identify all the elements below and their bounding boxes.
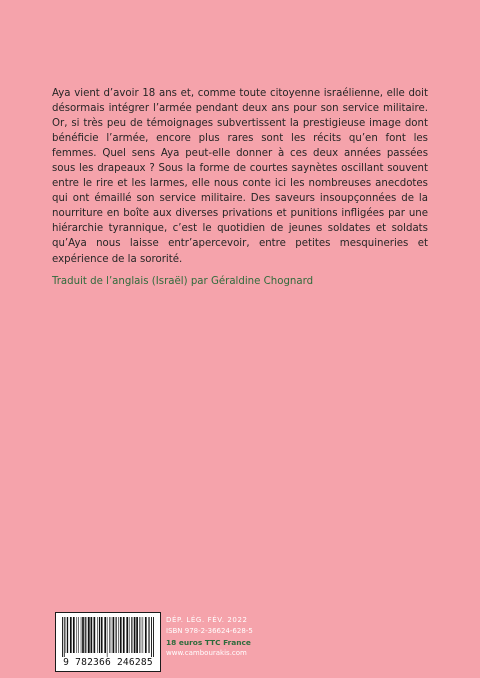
barcode-bar [94,617,96,653]
barcode-bar [104,617,106,653]
price-label: 18 euros TTC France [166,638,251,647]
barcode-bar [109,617,110,653]
barcode-bar [64,617,65,657]
barcode-bar [143,617,144,653]
barcode-bars [62,617,154,657]
barcode-bar [70,617,72,653]
barcode-bar [66,617,67,653]
barcode-bar [85,617,86,653]
barcode-bar [101,617,103,653]
barcode-bar [134,617,136,653]
barcode-bar [116,617,117,653]
barcode-bar [136,617,138,653]
isbn-number: ISBN 978-2-36624-628-5 [166,627,253,635]
barcode-bar [88,617,90,653]
barcode-bar [82,617,84,653]
barcode-bar [141,617,142,653]
barcode-bar [73,617,75,653]
barcode-bar [111,617,112,653]
barcode-bar [126,617,128,653]
isbn-barcode [55,612,161,672]
legal-deposit: DÉP. LÉG. FÉV. 2022 [166,616,248,624]
barcode-bar [76,617,77,653]
barcode-bar [113,617,115,653]
barcode-bar [148,617,149,653]
back-cover-blurb: Aya vient d’avoir 18 ans et, comme toute citoyenne israélienne, elle doit désormais intégrer l’armée pendant deux ans pour son service militaire. Or, si très peu de témoignages subvertissent la prestigieuse image dont bénéficie l’armée, encore plus rares sont les récits qu’en font les femmes. Quel sens Aya peut-elle donner à ces deux années passées sous les drapeaux ? Sous la forme de courtes saynètes oscillant souvent entre le rire et les larmes, elle nous conte ici les nombreuses anecdotes qui ont émaillé son service militaire. Des saveurs insoupçonnées de la nourriture en boîte aux diverses privations et punitions infligées par une hiérarchie tyrannique, c’est le quotidien de jeunes soldates et soldats qu’Aya nous laisse entr’apercevoir, entre petites mesquineries et expérience de la sororité. [52,88,428,265]
barcode-bar [91,617,93,653]
barcode-bar [107,617,108,657]
publisher-website: www.cambourakis.com [166,649,247,657]
barcode-bar [87,617,88,653]
barcode-bar [139,617,140,653]
barcode-bar [97,617,98,653]
barcode-bar [123,617,125,653]
barcode-bar [120,617,122,653]
barcode-bar [99,617,100,653]
barcode-bar [118,617,119,653]
barcode-bar [81,617,82,653]
publisher-info [166,615,306,659]
barcode-bar [62,617,63,657]
barcode-bar [145,617,147,653]
barcode-bar [129,617,130,653]
barcode-bar [67,617,68,653]
barcode-bar [78,617,79,653]
barcode-bar [131,617,132,653]
barcode-digits: 9 782366 246285 [63,657,153,668]
barcode-bar [153,617,154,657]
barcode-bar [151,617,152,657]
translator-credit: Traduit de l’anglais (Israël) par Géraldine Chognard [52,276,314,287]
